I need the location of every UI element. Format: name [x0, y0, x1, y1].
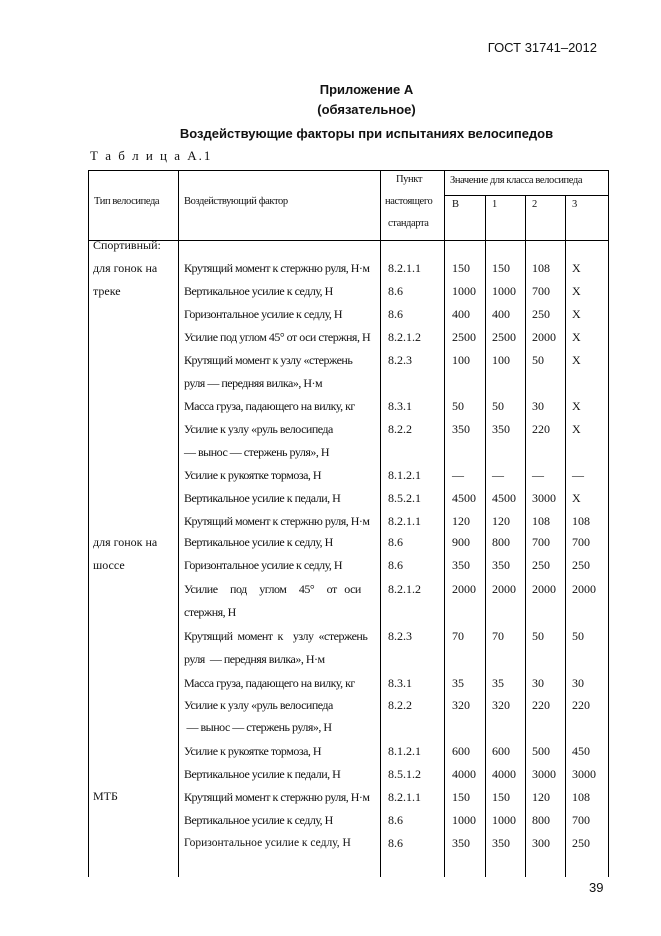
value-class-1: 2500 — [492, 330, 516, 344]
value-class-3: X — [572, 399, 581, 413]
column-header-values: Значение для класса велосипеда — [450, 175, 583, 186]
factor-cell: Крутящий момент к стержню руля, Н·м — [184, 790, 370, 804]
clause-cell: 8.2.3 — [388, 353, 412, 367]
value-class-b: 150 — [452, 790, 470, 804]
factor-cell: Усилие к рукоятке тормоза, Н — [184, 468, 322, 482]
value-class-b: 400 — [452, 307, 470, 321]
value-class-3: 700 — [572, 813, 590, 827]
clause-cell: 8.2.1.2 — [388, 330, 421, 344]
column-divider — [525, 195, 526, 877]
type-mtb: МТБ — [93, 789, 118, 803]
value-class-b: 320 — [452, 698, 470, 712]
value-class-2: 300 — [532, 836, 550, 850]
factor-cell-line2: стержня, Н — [184, 605, 236, 619]
value-class-1: 800 — [492, 535, 510, 549]
standard-designation: ГОСТ 31741–2012 — [487, 40, 597, 55]
value-class-3: X — [572, 422, 581, 436]
value-class-1: 350 — [492, 836, 510, 850]
clause-cell: 8.3.1 — [388, 399, 412, 413]
value-class-1: 2000 — [492, 582, 516, 596]
value-class-b: 350 — [452, 836, 470, 850]
value-class-2: 3000 — [532, 767, 556, 781]
value-class-3: 3000 — [572, 767, 596, 781]
factors-table — [88, 170, 609, 877]
column-divider — [565, 195, 566, 877]
value-class-3: 30 — [572, 676, 584, 690]
value-class-3: 250 — [572, 558, 590, 572]
value-class-b: 600 — [452, 744, 470, 758]
factor-cell-line2: — вынос — стержень руля», Н — [184, 445, 330, 459]
factor-cell: Вертикальное усилие к педали, Н — [184, 767, 341, 781]
value-class-1: 350 — [492, 558, 510, 572]
column-header-clause-2: настоящего — [385, 196, 433, 207]
factor-cell: Масса груза, падающего на вилку, кг — [184, 676, 355, 690]
value-class-3: X — [572, 330, 581, 344]
value-class-2: 800 — [532, 813, 550, 827]
value-class-b: 2500 — [452, 330, 476, 344]
table-label: Т а б л и ц а А.1 — [90, 148, 213, 163]
clause-cell: 8.6 — [388, 535, 403, 549]
factor-cell: Крутящий момент к узлу «стержень — [184, 629, 368, 643]
factor-cell: Вертикальное усилие к седлу, Н — [184, 813, 333, 827]
appendix-heading: Воздействующие факторы при испытаниях велосипедов — [179, 126, 554, 141]
value-class-b: 350 — [452, 422, 470, 436]
clause-cell: 8.6 — [388, 558, 403, 572]
factor-cell: Горизонтальное усилие к седлу, Н — [184, 558, 343, 572]
factor-cell: Крутящий момент к стержню руля, Н·м — [184, 261, 370, 275]
value-class-3: 250 — [572, 836, 590, 850]
value-class-b: 1000 — [452, 284, 476, 298]
value-class-b: 350 — [452, 558, 470, 572]
value-class-1: 600 — [492, 744, 510, 758]
factor-cell: Вертикальное усилие к педали, Н — [184, 491, 341, 505]
factor-cell-line2: руля — передняя вилка», Н·м — [184, 652, 325, 666]
value-class-1: 4500 — [492, 491, 516, 505]
type-sport: Спортивный: — [93, 238, 161, 252]
value-class-1: 150 — [492, 790, 510, 804]
clause-cell: 8.2.3 — [388, 629, 412, 643]
value-class-2: 108 — [532, 261, 550, 275]
page-number: 39 — [589, 880, 604, 895]
column-header-clause-3: стандарта — [388, 218, 429, 229]
factor-cell: Вертикальное усилие к седлу, Н — [184, 284, 333, 298]
value-class-3: X — [572, 491, 581, 505]
value-class-2: 50 — [532, 629, 544, 643]
column-header-class-2: 2 — [532, 199, 537, 210]
value-class-1: 1000 — [492, 284, 516, 298]
factor-cell: Усилие под углом 45° от оси стержня, Н — [184, 330, 371, 344]
value-class-b: 1000 — [452, 813, 476, 827]
value-class-b: — — [452, 468, 464, 482]
value-class-2: 120 — [532, 790, 550, 804]
type-track-line2: треке — [93, 284, 121, 298]
column-header-factor: Воздействующий фактор — [184, 196, 288, 207]
column-header-class-3: 3 — [572, 199, 577, 210]
clause-cell: 8.1.2.1 — [388, 744, 421, 758]
value-class-2: 250 — [532, 558, 550, 572]
clause-cell: 8.6 — [388, 284, 403, 298]
value-class-b: 900 — [452, 535, 470, 549]
value-class-1: 150 — [492, 261, 510, 275]
clause-cell: 8.6 — [388, 813, 403, 827]
column-divider — [444, 171, 445, 877]
factor-cell-line2: руля — передняя вилка», Н·м — [184, 376, 323, 390]
value-class-3: 220 — [572, 698, 590, 712]
value-class-2: 3000 — [532, 491, 556, 505]
factor-cell: Горизонтальное усилие к седлу, Н — [184, 837, 351, 849]
header-divider — [444, 195, 608, 196]
value-class-3: X — [572, 307, 581, 321]
factor-cell: Крутящий момент к стержню руля, Н·м — [184, 514, 370, 528]
value-class-1: 4000 — [492, 767, 516, 781]
value-class-1: 35 — [492, 676, 504, 690]
clause-cell: 8.2.2 — [388, 422, 412, 436]
value-class-2: 220 — [532, 422, 550, 436]
value-class-1: 70 — [492, 629, 504, 643]
factor-cell: Усилие под углом 45° от оси — [184, 582, 361, 596]
value-class-2: 500 — [532, 744, 550, 758]
column-divider — [380, 171, 381, 877]
clause-cell: 8.2.2 — [388, 698, 412, 712]
value-class-b: 2000 — [452, 582, 476, 596]
value-class-3: 50 — [572, 629, 584, 643]
column-header-class-b: В — [452, 199, 459, 210]
clause-cell: 8.6 — [388, 836, 403, 850]
value-class-3: X — [572, 353, 581, 367]
value-class-2: 2000 — [532, 582, 556, 596]
value-class-b: 35 — [452, 676, 464, 690]
header-bottom-rule — [89, 240, 608, 241]
value-class-2: 108 — [532, 514, 550, 528]
clause-cell: 8.2.1.1 — [388, 790, 421, 804]
value-class-1: 350 — [492, 422, 510, 436]
clause-cell: 8.3.1 — [388, 676, 412, 690]
column-divider — [485, 195, 486, 877]
value-class-3: 450 — [572, 744, 590, 758]
value-class-1: 100 — [492, 353, 510, 367]
clause-cell: 8.6 — [388, 307, 403, 321]
factor-cell: Крутящий момент к узлу «стержень — [184, 353, 353, 367]
factor-cell: Масса груза, падающего на вилку, кг — [184, 399, 355, 413]
column-header-type: Тип велосипеда — [94, 196, 160, 207]
factor-cell: Горизонтальное усилие к седлу, Н — [184, 307, 343, 321]
appendix-status: (обязательное) — [317, 102, 416, 117]
value-class-3: 108 — [572, 790, 590, 804]
value-class-3: — — [572, 468, 584, 482]
clause-cell: 8.5.1.2 — [388, 767, 421, 781]
value-class-b: 4000 — [452, 767, 476, 781]
value-class-2: 30 — [532, 399, 544, 413]
value-class-b: 50 — [452, 399, 464, 413]
value-class-b: 70 — [452, 629, 464, 643]
value-class-b: 4500 — [452, 491, 476, 505]
value-class-1: 1000 — [492, 813, 516, 827]
factor-cell: Вертикальное усилие к седлу, Н — [184, 535, 333, 549]
value-class-b: 100 — [452, 353, 470, 367]
clause-cell: 8.2.1.1 — [388, 514, 421, 528]
clause-cell: 8.5.2.1 — [388, 491, 421, 505]
clause-cell: 8.2.1.2 — [388, 582, 421, 596]
value-class-3: 700 — [572, 535, 590, 549]
value-class-b: 120 — [452, 514, 470, 528]
value-class-1: 120 — [492, 514, 510, 528]
factor-cell: Усилие к рукоятке тормоза, Н — [184, 744, 322, 758]
value-class-2: 220 — [532, 698, 550, 712]
column-header-class-1: 1 — [492, 199, 497, 210]
value-class-2: 30 — [532, 676, 544, 690]
value-class-2: 50 — [532, 353, 544, 367]
value-class-1: 320 — [492, 698, 510, 712]
clause-cell: 8.2.1.1 — [388, 261, 421, 275]
column-header-clause-1: Пункт — [396, 174, 423, 185]
type-road-line2: шоссе — [93, 558, 125, 572]
value-class-2: 700 — [532, 535, 550, 549]
type-road-line1: для гонок на — [93, 535, 158, 549]
value-class-2: — — [532, 468, 544, 482]
clause-cell: 8.1.2.1 — [388, 468, 421, 482]
column-divider — [178, 171, 179, 877]
value-class-1: 400 — [492, 307, 510, 321]
value-class-2: 700 — [532, 284, 550, 298]
type-track-line1: для гонок на — [93, 261, 158, 275]
value-class-b: 150 — [452, 261, 470, 275]
value-class-3: X — [572, 261, 581, 275]
factor-cell-line2: — вынос — стержень руля», Н — [184, 720, 332, 734]
factor-cell: Усилие к узлу «руль велосипеда — [184, 422, 333, 436]
value-class-2: 250 — [532, 307, 550, 321]
value-class-3: 2000 — [572, 582, 596, 596]
value-class-1: — — [492, 468, 504, 482]
value-class-3: X — [572, 284, 581, 298]
value-class-1: 50 — [492, 399, 504, 413]
value-class-2: 2000 — [532, 330, 556, 344]
factor-cell: Усилие к узлу «руль велосипеда — [184, 698, 333, 712]
value-class-3: 108 — [572, 514, 590, 528]
appendix-title: Приложение А — [319, 82, 414, 97]
